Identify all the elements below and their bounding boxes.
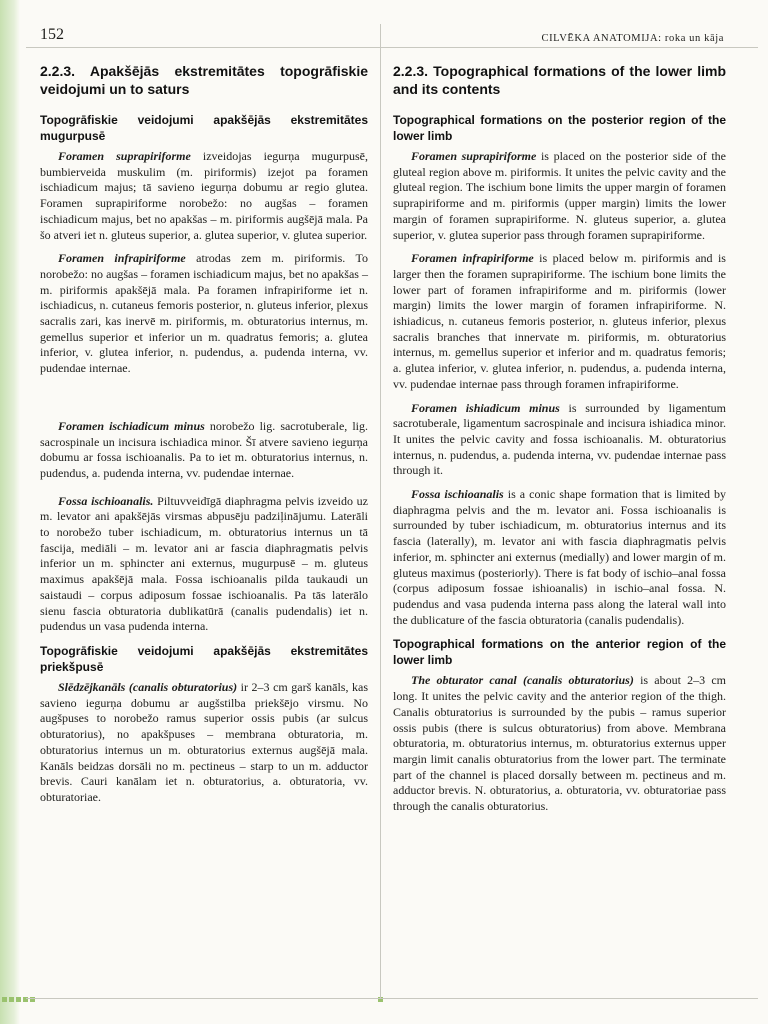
paragraph-text: izveidojas iegurņa mugurpusē, bumbierveida muskulim (m. piriformis) izejot pa foramen ischiadicum majus; tā savieno iegurņa dobumu ar regio glutea. Foramen suprapiriforme norobežo: no augšas – foramen ischiadicum majus, bet no apakšas – m. piriformis augšējā mala. Pa šo atveri iet n. gluteus superior, a. glutea superior, v. glutea superior. bbox=[40, 149, 368, 242]
paragraph-lv-suprapiriforme bbox=[40, 149, 368, 243]
subsection-title-lv-anterior: Topogrāfiskie veidojumi apakšējās ekstremitātes priekšpusē bbox=[40, 643, 368, 674]
paragraph-en-fossa-ischioanalis bbox=[393, 487, 726, 628]
paragraph-lv-canalis-obturatorius bbox=[40, 680, 368, 806]
latvian-column bbox=[40, 62, 368, 814]
page-edge-strip bbox=[0, 0, 20, 1024]
term: Fossa ischioanalis bbox=[411, 487, 504, 502]
paragraph-lv-ischiadicum-minus bbox=[40, 419, 368, 482]
running-head: CILVĒKA ANATOMIJA: roka un kāja bbox=[541, 33, 724, 44]
english-column bbox=[393, 62, 726, 823]
footer-rule bbox=[26, 998, 758, 999]
term: Foramen suprapiriforme bbox=[58, 149, 191, 163]
term: Foramen ischiadicum minus bbox=[58, 418, 205, 433]
term: Fossa ischioanalis. bbox=[58, 493, 154, 508]
corner-mark bbox=[2, 997, 7, 1002]
paragraph-text: is placed below m. piriformis and is larger then the foramen suprapiriforme. The ischium bone limits the lower part of foramen infrapiriforme and m. piriformis (lower margin) limits the lower margin of foramen infrapiriforme. N. ishiadicus, n. cutaneus femoris posterior, n. gluteus inferior, plexus sacralis branches that innervate m. piriformis, m. obturatorius internus, m. gemellus superior et inferior and m. quadratus femoris; a. glutea inferior, v. glutea inferior, n. pudendus, a. pudenda interna, vv. pudendae internae pass through foramen infrapiriforme. bbox=[393, 251, 726, 391]
spacer bbox=[40, 385, 368, 419]
paragraph-lv-infrapiriforme bbox=[40, 251, 368, 377]
term: Slēdzējkanāls (canalis obturatorius) bbox=[58, 679, 238, 694]
corner-mark bbox=[16, 997, 21, 1002]
paragraph-text: is surrounded by ligamentum sacrotuberale, ligamentum sacrospinale and incisura ishiadica minor. It unites the pelvic cavity and fossa ischioanalis. M. obturatorius internus, n. pudendus, a. pudenda interna, vv. pudendae internae pass through it. bbox=[393, 400, 726, 478]
term: Foramen ishiadicum minus bbox=[411, 400, 560, 415]
page-number: 152 bbox=[40, 26, 64, 43]
term: Foramen infrapiriforme bbox=[58, 251, 186, 266]
subsection-title-lv-posterior: Topogrāfiskie veidojumi apakšējās ekstremitātes mugurpusē bbox=[40, 113, 368, 143]
subsection-title-en-anterior: Topographical formations on the anterior region of the lower limb bbox=[393, 637, 726, 668]
paragraph-text: is placed on the posterior side of the gluteal region above m. piriformis. It unites the pelvic cavity and the gluteal region. The ischium bone limits the upper margin of foramen suprapiriforme and m. piriformis (upper margin) limits the lower margin of foramen suprapiriforme. N. gluteus superior, a. glutea superior, v. glutea superior pass through foramen suprapiriforme. bbox=[393, 149, 727, 242]
paragraph-en-suprapiriforme bbox=[393, 149, 726, 243]
term: Foramen suprapiriforme bbox=[411, 149, 537, 163]
column-divider bbox=[380, 24, 381, 999]
term: Foramen infrapiriforme bbox=[411, 251, 534, 266]
paragraph-lv-fossa-ischioanalis bbox=[40, 494, 368, 635]
term: The obturator canal (canalis obturatorius) bbox=[411, 673, 634, 688]
paragraph-text: atrodas zem m. piriformis. To norobežo: no augšas – foramen ischiadicum majus, bet no apakšas – m. piriformis apakšējā mala. Pa foramen infrapiriforme iet n. ischiadicus, n. cutaneus femoris posterior, n. gluteus inferior, plexus sacralis zari, kas inervē m. piriformis, m. obturatorius internus, m. gemellus superior et inferior un m. quadratus femoris; a. glutea inferior, v. glutea inferior, n. pudendus, a. pudenda interna, vv. pudendae internae. bbox=[40, 251, 368, 376]
paragraph-en-infrapiriforme bbox=[393, 251, 726, 392]
header-rule bbox=[26, 47, 758, 48]
subsection-title-en-posterior: Topographical formations on the posterior region of the lower limb bbox=[393, 113, 726, 143]
paragraph-text: is a conic shape formation that is limited by diaphragma pelvis and the m. levator ani. Fossa ischioanalis is surrounded by tuber ischiadicum, m. obturatorius internus and its fascia (laterally), m. levator ani with fascia diaphragmatis pelvis inferior, m. sphincter ani externus (medially) and lower margin of m. gluteus maximus (posteriorly). There is fat body of ischio–anal fossa (corpus adiposum fossae ishioanalis) in ischio–anal fossa. N. pudendus and vasa pudenda interna pass along the lateral wall into the dublicature of the fascia obturatoria (canalis pudendalis). bbox=[393, 487, 726, 627]
paragraph-text: Piltuvveidīgā diaphragma pelvis izveido uz m. levator ani apakšējās virsmas abpusēju padziļinājumu. Laterāli to norobežo tuber ischiadicum, m. obturatorius internus un tā fascija, mediāli – m. levator ani ar fascia diaphragmatis pelvis inferior un m. sphincter ani externus, mugurpusē – m. gluteus maximus apakšējā mala. Fossa ischioanalis pilda taukaudi un saistaudi – corpus adiposum fossae ischioanalis. Pa tās laterālo sienu fascia obturatoria dublikatūrā (canalis pudendalis) iet n. pudendus un vasa pudenda interna. bbox=[40, 493, 368, 634]
section-title-en: 2.2.3. Topographical formations of the lower limb and its contents bbox=[393, 63, 726, 97]
corner-mark bbox=[9, 997, 14, 1002]
paragraph-en-ishiadicum-minus bbox=[393, 401, 726, 480]
paragraph-text: ir 2–3 cm garš kanāls, kas savieno iegurņa dobumu ar augšstilba priekšējo virsmu. No augšpuses to norobežo ramus superior ossis pubis (ar sulcus obturatorius), no apakšpuses – membrana obturatoria, m. obturatorius internus un m. obturatorius externus augšējā mala. Kanāls beidzas dorsāli no m. pectineus – starp to un m. adductor brevis. Cauri kanālam iet n. obturatorius, a. obturatoria, vv. obturatoriae. bbox=[40, 679, 369, 804]
paragraph-text: norobežo lig. sacrotuberale, lig. sacrospinale un incisura ischiadica minor. Šī atvere savieno iegurņa dobumu ar fossa ischioanalis. Pa to iet m. obturatorius internus, n. pudendus, a. pudenda interna, vv. pudendae internae. bbox=[40, 418, 369, 480]
section-title-lv: 2.2.3. Apakšējās ekstremitātes topogrāfiskie veidojumi un to saturs bbox=[40, 63, 368, 97]
paragraph-en-obturator-canal bbox=[393, 673, 726, 814]
paragraph-text: is about 2–3 cm long. It unites the pelvic cavity and the anterior region of the thigh. Canalis obturatorius is surrounded by the pubis – ramus superior ossis pubis (there is sulcus obturatorius) from above. Membrana obturatoria, m. obturatorius internus, m. obturatorius externus upper margin limit canalis obturatorius from the lower part. The terminate part of the channel is placed dorsally between m. pectineus and m. adductor brevis. N. obturatorius, a. obturatoria, vv. obturatoriae pass through the canalis obturatorius. bbox=[393, 673, 726, 814]
